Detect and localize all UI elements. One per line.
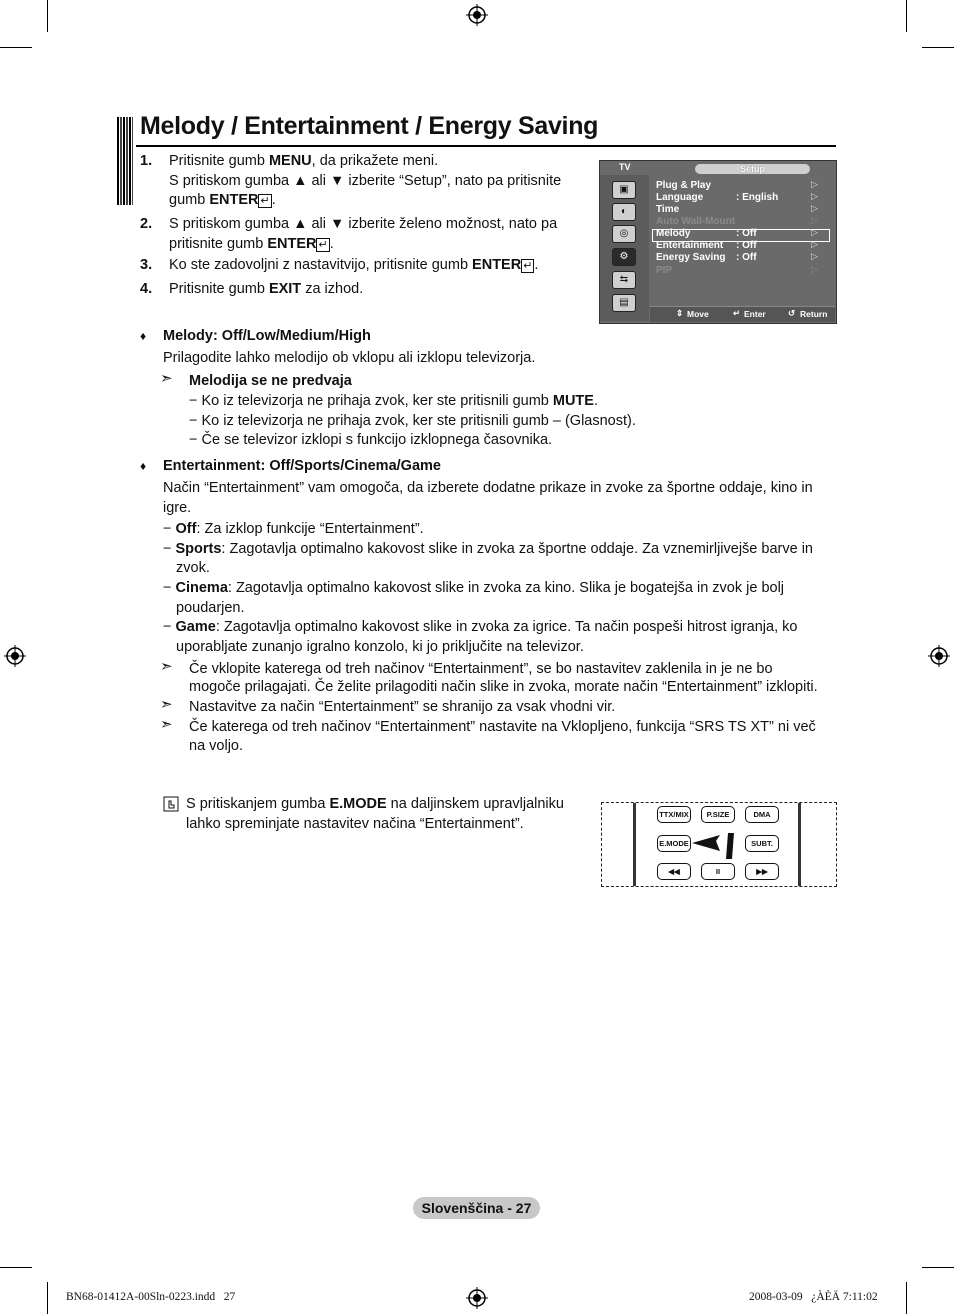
subt-button[interactable]: SUBT. — [745, 835, 779, 852]
emode-tip: S pritiskanjem gumba E.MODE na daljinskem upravljalniku lahko spreminjate nastavitev načina “Entertainment”. — [186, 796, 564, 832]
diamond-bullet-icon: ♦ — [140, 459, 147, 473]
entertainment-desc: Način “Entertainment” vam omogoča, da izberete dodatne prikaze in zvoke za športne oddaje, kino in — [163, 480, 813, 496]
arrow-right-icon: ▷ — [811, 239, 818, 249]
step-bold: ENTER — [472, 257, 522, 273]
arrow-right-icon: ▷ — [811, 264, 818, 274]
step-text: za izhod. — [301, 281, 364, 297]
registration-mark-icon — [4, 645, 26, 667]
remote-illustration — [601, 802, 837, 887]
step-text: S pritiskom gumba ▲ ali ▼ izberite želeno možnost, nato pa — [169, 216, 558, 232]
osd-row: Auto Wall-Mount — [656, 216, 736, 227]
melody-note-1: − Ko iz televizorja ne prihaja zvok, ker ste pritisnili gumb MUTE. — [189, 393, 598, 409]
note-arrow-icon: ➣ — [160, 658, 173, 675]
osd-row[interactable]: Entertainment — [656, 240, 724, 251]
entertainment-note-2: Nastavitve za način “Entertainment” se shranijo za vsak vhodni vir. — [189, 699, 616, 715]
mode-game-cont: uporabljate zunanjo igralno konzolo, ki jo priključite na televizor. — [176, 639, 584, 655]
melody-note-2: − Ko iz televizorja ne prihaja zvok, ker ste pritisnili gumb – (Glasnost). — [189, 413, 636, 429]
remote-body-edge — [798, 803, 801, 886]
mode-cinema: − Cinema: Zagotavlja optimalno kakovost slike in zvoka za kino. Slika je bogatejša in zvok je bolj — [163, 580, 785, 596]
registration-mark-icon — [928, 645, 950, 667]
title-decoration — [117, 117, 133, 205]
print-slug-right: 2008-03-09 ¿ÀÈÄ 7:11:02 — [749, 1291, 878, 1303]
osd-row-value: : Off — [736, 252, 757, 263]
remote-tip-icon — [163, 796, 179, 812]
page-number: Slovenščina - 27 — [413, 1197, 540, 1219]
step-text: Pritisnite gumb — [169, 281, 269, 297]
osd-sidebar — [600, 175, 649, 321]
registration-mark-icon — [466, 4, 488, 26]
step-text: pritisnite gumb — [169, 235, 268, 252]
osd-return-label: Return — [800, 309, 828, 319]
step-bold: EXIT — [268, 281, 302, 297]
osd-row[interactable]: Time — [656, 204, 680, 215]
step-text: . — [534, 257, 539, 273]
osd-tv-label: TV — [619, 162, 631, 172]
step-text: . — [271, 192, 276, 208]
entertainment-note-3: Če katerega od treh načinov “Entertainment” nastavite na Vklopljeno, funkcija “SRS TS XT” ni več — [189, 719, 816, 735]
osd-row-value: : English — [736, 192, 779, 203]
osd-move-label: Move — [687, 309, 709, 319]
arrow-right-icon: ▷ — [811, 215, 818, 225]
dma-button[interactable]: DMA — [745, 806, 779, 823]
print-slug-left: BN68-01412A-00Sln-0223.indd 27 — [66, 1291, 236, 1303]
osd-row[interactable]: Plug & Play — [656, 180, 712, 191]
step-text: Pritisnite gumb — [169, 153, 269, 169]
arrow-right-icon: ▷ — [811, 179, 818, 189]
arrow-right-icon: ▷ — [811, 191, 818, 201]
melody-note-heading: Melodija se ne predvaja — [189, 373, 352, 389]
osd-footer — [650, 306, 835, 322]
mode-sports-cont: zvok. — [176, 560, 210, 576]
registration-mark-icon — [466, 1287, 488, 1309]
p-size-button[interactable]: P.SIZE — [701, 806, 735, 823]
step-text: . — [329, 235, 334, 252]
note-arrow-icon: ➣ — [160, 696, 173, 713]
channel-icon[interactable]: ◎ — [612, 225, 636, 243]
e-mode-button[interactable]: E.MODE — [657, 835, 691, 852]
osd-row[interactable]: Melody — [656, 228, 691, 239]
crop-mark — [47, 0, 48, 32]
arrow-right-icon: ▷ — [811, 251, 818, 261]
sound-icon[interactable]: ◐ — [612, 203, 636, 221]
mode-cinema-cont: poudarjen. — [176, 600, 245, 616]
pause-button[interactable]: II — [701, 863, 735, 880]
step-bold: ENTER — [209, 192, 259, 208]
entertainment-note-1: Če vklopite katerega od treh načinov “Entertainment”, se bo nastavitev zaklenila in je ne bo — [189, 661, 773, 677]
mode-game: − Game: Zagotavlja optimalno kakovost slike in zvoka za igrice. Ta način pospeši hitrost igranja, ko — [163, 619, 798, 635]
pointer-arrow-icon — [690, 829, 745, 861]
enter-icon: ↵ — [523, 260, 533, 272]
crop-mark — [906, 1282, 907, 1314]
mode-sports: − Sports: Zagotavlja optimalno kakovost slike in zvoka za športne oddaje. Za vznemirljivejše barve in — [163, 541, 813, 557]
step-text: gumb — [169, 192, 210, 208]
rewind-button[interactable]: ◀◀ — [657, 863, 691, 880]
enter-icon: ↵ — [318, 238, 328, 251]
arrow-right-icon: ▷ — [811, 227, 818, 237]
remote-body-edge — [633, 803, 636, 886]
step-text: Ko ste zadovoljni z nastavitvijo, pritisnite gumb — [169, 257, 473, 273]
melody-note-3: − Če se televizor izklopi s funkcijo izklopnega časovnika. — [189, 432, 553, 448]
entertainment-note-1-cont: mogoče prilagajati. Če želite prilagoditi način slike in zvoka, morate način “Entertainment” izklopiti. — [189, 679, 818, 695]
step-number: 3. — [140, 257, 153, 273]
enter-icon: ↵ — [260, 195, 270, 207]
step-bold: MENU — [268, 153, 312, 169]
osd-row[interactable]: Language — [656, 192, 704, 203]
entertainment-heading: Entertainment: Off/Sports/Cinema/Game — [163, 458, 441, 474]
osd-enter-label: Enter — [744, 309, 766, 319]
osd-row: PIP — [656, 265, 673, 276]
osd-row-value: : Off — [736, 228, 757, 239]
crop-mark — [0, 47, 32, 48]
step-number: 4. — [140, 281, 153, 297]
entertainment-note-3-cont: na voljo. — [189, 738, 244, 754]
title-rule — [136, 145, 836, 147]
step-text: , da prikažete meni. — [311, 153, 439, 169]
ttx-mix-button[interactable]: TTX/MIX — [657, 806, 691, 823]
note-arrow-icon: ➣ — [160, 370, 173, 387]
melody-desc: Prilagodite lahko melodijo ob vklopu ali izklopu televizorja. — [163, 350, 536, 366]
setup-icon[interactable]: ⚙ — [612, 248, 636, 266]
entertainment-desc: igre. — [163, 500, 192, 516]
crop-mark — [906, 0, 907, 32]
osd-row-value: : Off — [736, 240, 757, 251]
osd-setup-menu — [599, 160, 837, 324]
osd-row[interactable]: Energy Saving — [656, 252, 726, 263]
arrow-right-icon: ▷ — [811, 203, 818, 213]
enter-icon: ↵ — [733, 308, 741, 318]
crop-mark — [922, 47, 954, 48]
step-number: 1. — [140, 153, 153, 169]
application-icon[interactable]: ▤ — [612, 294, 636, 312]
move-icon: ⇕ — [676, 308, 684, 318]
mode-off: − Off: Za izklop funkcije “Entertainment”. — [163, 521, 424, 537]
crop-mark — [47, 1282, 48, 1314]
step-number: 2. — [140, 216, 153, 232]
fast-forward-button[interactable]: ▶▶ — [745, 863, 779, 880]
page-title: Melody / Entertainment / Energy Saving — [140, 112, 599, 140]
step-bold: ENTER — [267, 235, 317, 252]
crop-mark — [0, 1267, 32, 1268]
picture-icon[interactable]: ▣ — [612, 181, 636, 199]
step-text: S pritiskom gumba ▲ ali ▼ izberite “Setup”, nato pa pritisnite — [169, 172, 562, 189]
melody-heading: Melody: Off/Low/Medium/High — [163, 328, 371, 344]
note-arrow-icon: ➣ — [160, 716, 173, 733]
diamond-bullet-icon: ♦ — [140, 329, 147, 343]
return-icon: ↺ — [788, 308, 796, 318]
crop-mark — [922, 1267, 954, 1268]
osd-header: Setup — [695, 164, 810, 174]
input-icon[interactable]: ⇆ — [612, 271, 636, 289]
